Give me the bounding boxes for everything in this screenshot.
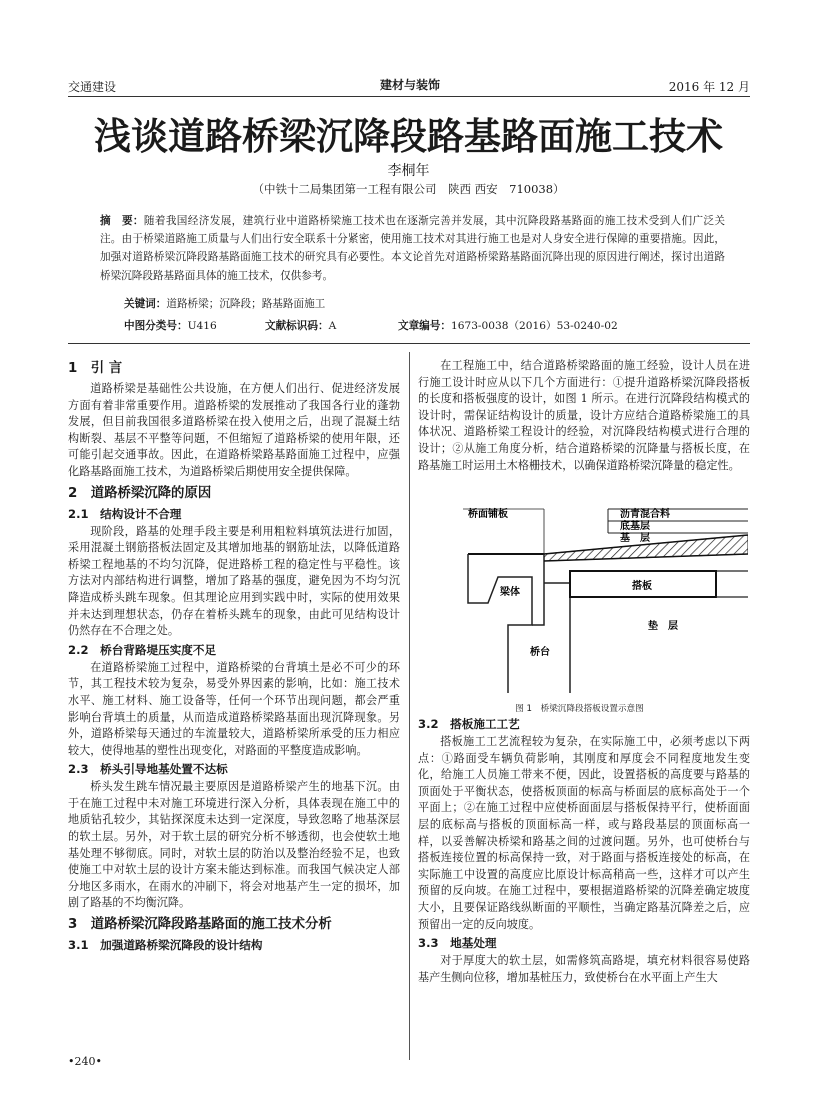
- doc-value: A: [328, 320, 337, 332]
- article-title: 浅谈道路桥梁沉降段路基路面施工技术: [94, 114, 723, 158]
- settlement-slab-diagram: [460, 505, 748, 695]
- section-2-2-heading: 2.2 桥台背路堤压实度不足: [68, 642, 217, 657]
- section-2-2-paragraph: 在道路桥梁施工过程中，道路桥梁的台背填土是必不可少的环节，其工程技术较为复杂，易受外界因素的影响，比如：施工技术水平、施工材料、施工设备等，任何一个环节出现问题，都会严重影响台背填土的质量，从而造成道路桥梁路基面出现沉降现象。另外，道路桥梁每天通过的车流量较大，道路桥梁所承受的压力相应较大，使得地基的塑性出现变化，对路面的平整度造成影响。: [68, 660, 400, 757]
- beam-outline: [468, 554, 532, 693]
- section-2-heading: 2 道路桥梁沉降的原因: [68, 485, 212, 501]
- abutment-outline: [544, 583, 570, 693]
- doc-label: 文献标识码：: [265, 320, 329, 332]
- author: 李桐年: [387, 163, 430, 179]
- keywords-text: 道路桥梁；沉降段；路基路面施工: [166, 298, 326, 310]
- abstract-label: 摘 要：: [100, 215, 144, 227]
- art-value: 1673-0038（2016）53-0240-02: [450, 320, 618, 332]
- section-2-3-paragraph: 桥头发生跳车情况最主要原因是道路桥梁产生的地基下沉。由于在施工过程中未对施工环境进行深入分析，具体表现在施工中的地质钻孔较少，其钻探深度未达到一定深度，导致忽略了地基深层的软土层。另外，对于软土层的研究分析不够透彻，也会使软土地基处理不够彻底。同时，对软土层的防治以及整治经验不足，也致使施工中对软土层的设计方案未能达到标准。而我国气候决定人部分地区多雨水，在雨水的冲刷下，将会对地基产生一定的损坏，加剧了路基的不均衡沉降。: [68, 780, 400, 910]
- section-2-3-heading: 2.3 桥头引导地基处置不达标: [68, 762, 228, 777]
- section-3-heading: 3 道路桥梁沉降段路基路面的施工技术分析: [68, 917, 332, 933]
- art-label: 文章编号：: [398, 320, 451, 332]
- label-subbase: 底基层: [620, 521, 650, 532]
- right-column-bottom: [418, 714, 750, 986]
- section-2-1-heading: 2.1 结构设计不合理: [68, 506, 182, 521]
- issue-date: 2016 年 12 月: [668, 80, 750, 94]
- label-base: 基 层: [620, 533, 650, 544]
- label-deck: 桥面铺板: [468, 509, 508, 520]
- section-3-3-heading: 3.3 地基处理: [418, 936, 497, 951]
- journal-section: 交通建设: [68, 80, 117, 94]
- label-abutment: 桥台: [530, 647, 550, 658]
- body-rule: [68, 343, 750, 344]
- abutment-top: [532, 554, 544, 625]
- label-slab: 搭板: [632, 581, 652, 592]
- keywords: [124, 296, 325, 311]
- section-3-3-paragraph: 对于厚度大的软土层，如需修筑高路堤，填充材料很容易使路基产生侧向位移，增加基桩压力，致使桥台在水平面上产生大: [418, 954, 750, 984]
- label-asphalt: 沥青混合料: [620, 509, 670, 520]
- section-3-2-paragraph: 搭板施工工艺流程较为复杂，在实际施工中，必须考虑以下两点：①路面受车辆负荷影响，其刚度和厚度会不同程度地发生变化，给施工人员施工带来不便，因此，设置搭板的高度要与路基的顶面处于平衡状态，使搭板顶面的标高与桥面层的底标高处于一个平面上；②在施工过程中应使桥面面层与搭板保持平行，使桥面面层的底标高与搭板的顶面标高一样，或与路段基层的顶面标高一样，以妥善解决桥梁和路基之间的过渡问题。另外，也可使桥台与搭板连接位置的标高保持一致，对于路面与搭板连接处的标高，在实际施工中设置的高度应比原设计标高稍高一些，这样才可以产生预留的反向坡。在施工过程中，要根据道路桥梁的沉降差确定坡度大小，且要保证路线纵断面的平顺性，当确定路基沉降差之后，应预留出一定的反向坡度。: [418, 735, 750, 931]
- doc-code: [265, 318, 336, 333]
- abstract-text: 随着我国经济发展，建筑行业中道路桥梁施工技术也在逐渐完善并发展，其中沉降段路基路面的施工技术受到人们广泛关注。由于桥梁道路施工质量与人们出行安全联系十分紧密，使用施工技术对其进行施工也是对人身安全进行保障的重要措施。因此，加强对道路桥梁沉降段路基路面施工技术的研究具有必要性。本文论首先对道路桥梁路基路面沉降出现的原因进行阐述，探讨出道路桥梁沉降段路基路面具体的施工技术，仅供参考。: [100, 215, 725, 282]
- right-column-top: [418, 358, 750, 474]
- article-number: [398, 318, 618, 333]
- section-3-2-heading: 3.2 搭板施工工艺: [418, 717, 520, 731]
- keywords-label: 关键词：: [124, 298, 167, 310]
- abstract: [100, 212, 725, 285]
- clc-number: [124, 318, 217, 333]
- page-number: •240•: [68, 1055, 102, 1068]
- journal-logo: 建材与装饰: [379, 78, 440, 92]
- left-column: [68, 356, 400, 955]
- section-2-1-paragraph: 现阶段，路基的处理手段主要是利用粗粒料填筑法进行加固，采用混凝土钢筋搭板法固定及其增加地基的钢筋址法，以降低道路桥梁工程地基的不均匀沉降，促进路桥工程的稳定性与平稳性。该方法对内部结构进行调整，增加了路基的强度，避免因为不均匀沉降造成桥头跳车现象。但其理论应用到实践中时，实际的使用效果并未达到理想状态，仍存在着桥头跳车的现象，由此可见结构设计仍然存在不合理之处。: [68, 524, 400, 638]
- section-3-1-heading: 3.1 加强道路桥梁沉降段的设计结构: [68, 938, 263, 953]
- figure-1: [460, 505, 748, 695]
- section-1-heading: 1 引 言: [68, 361, 123, 376]
- label-beam: 梁体: [500, 587, 520, 598]
- figure-caption: 图 1 桥梁沉降段搭板设置示意图: [515, 704, 644, 714]
- design-paragraph: 在工程施工中，结合道路桥梁路面的施工经验，设计人员在进行施工设计时应从以下几个方面进行：①提升道路桥梁沉降段搭板的长度和搭板强度的设计，如图 1 所示。在进行沉降段结构模式的设计时，需保证结构设计的质量，设计方应结合道路桥梁施工的具体状况、道路桥梁工程设计的经验，对沉降段结构模式进行合理的设计；②从施工角度分析，结合道路桥梁的沉降量与搭板长度，在路基施工时运用土木格栅技术，以确保道路桥梁沉降量的稳定性。: [418, 359, 750, 472]
- clc-label: 中图分类号：: [124, 320, 188, 332]
- affiliation: （中铁十二局集团第一工程有限公司 陕西 西安 710038）: [252, 182, 565, 196]
- clc-value: U416: [187, 320, 217, 332]
- header-rule: [68, 96, 750, 97]
- section-1-paragraph: 道路桥梁是基础性公共设施，在方便人们出行、促进经济发展方面有着非常重要作用。道路桥梁的发展推动了我国各行业的蓬勃发展，但目前我国很多道路桥梁在投入使用之后，出现了混凝土结构断裂、基层不平整等问题，不但缩短了道路桥梁的使用年限，还可能引起交通事故。因此，在道路桥梁路基路面施工过程中，应强化路基路面施工技术，为道路桥梁后期使用安全提供保障。: [68, 382, 400, 478]
- label-cushion: 垫 层: [648, 621, 678, 632]
